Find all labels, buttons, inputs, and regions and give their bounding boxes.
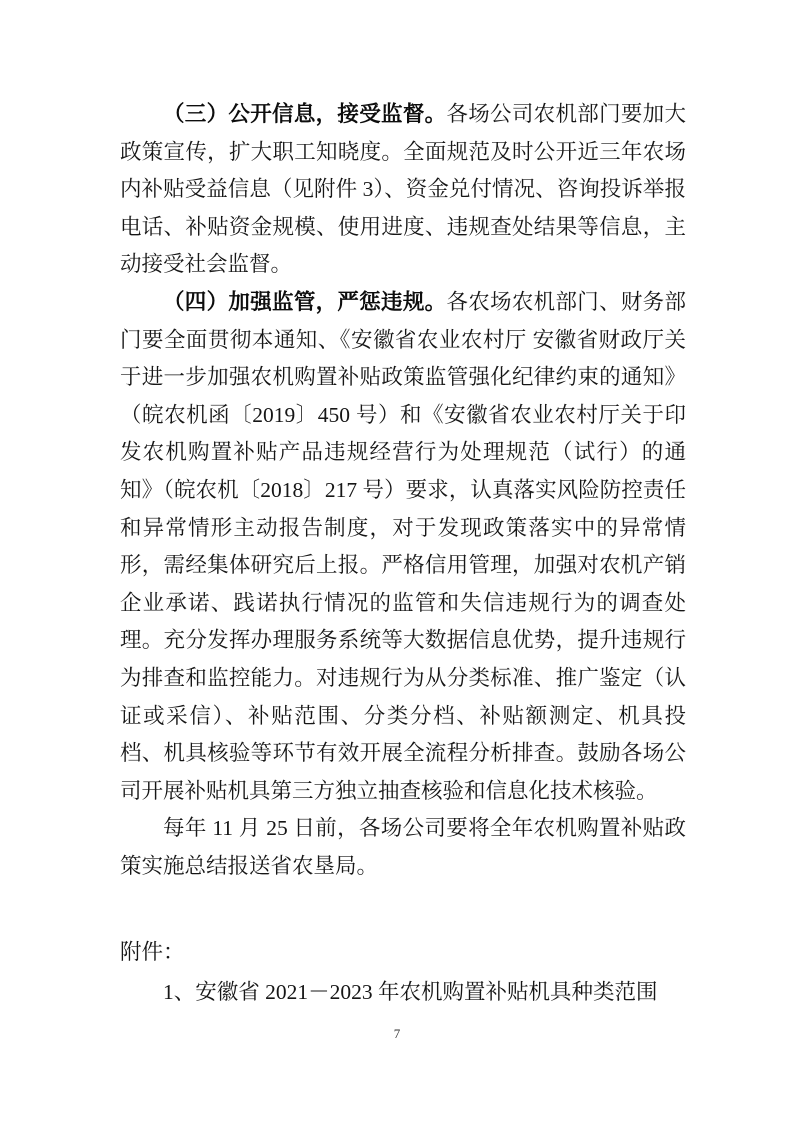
attachment-item-1: 1、安徽省 2021－2023 年农机购置补贴机具种类范围 — [163, 980, 658, 1004]
paragraph-3-heading: （三）公开信息，接受监督。 — [163, 102, 447, 126]
document-body — [120, 96, 686, 885]
paragraph-4-text: 各农场农机部门、财务部门要全面贯彻本通知、《安徽省农业农村厅 安徽省财政厅关于进一步加强农机购置补贴政策监管强化纪律约束的通知》（皖农机函〔2019〕450 号）和《安徽省农业农村厅关于印发农机购置补贴产品违规经营行为处理规范（试行）的通知》（皖农机〔2018〕217 号）要求，认真落实风险防控责任和异常情形主动报告制度，对于发现政策落实中的异常情形，需经集体研究后上报。严格信用管理，加强对农机产销企业承诺、践诺执行情况的监管和失信违规行为的调查处理。充分发挥办理服务系统等大数据信息优势，提升违规行为排查和监控能力。对违规行为从分类标准、推广鉴定（认证或采信）、补贴范围、分类分档、补贴额测定、机具投档、机具核验等环节有效开展全流程分析排查。鼓励各场公司开展补贴机具第三方独立抽查核验和信息化技术核验。 — [120, 289, 686, 803]
attachments-block — [120, 932, 686, 1012]
paragraph-section-3 — [120, 96, 686, 284]
paragraph-section-4 — [120, 284, 686, 810]
paragraph-closing — [120, 810, 686, 885]
paragraph-4-heading: （四）加强监管，严惩违规。 — [163, 289, 447, 314]
paragraph-3-text: 各场公司农机部门要加大政策宣传，扩大职工知晓度。全面规范及时公开近三年农场内补贴受益信息（见附件 3）、资金兑付情况、咨询投诉举报电话、补贴资金规模、使用进度、违规查处结果等信息，主动接受社会监督。 — [120, 102, 686, 277]
page-number: 7 — [393, 1026, 401, 1041]
closing-text: 每年 11 月 25 日前，各场公司要将全年农机购置补贴政策实施总结报送省农垦局。 — [120, 816, 686, 878]
attachments-label: 附件： — [120, 940, 185, 964]
